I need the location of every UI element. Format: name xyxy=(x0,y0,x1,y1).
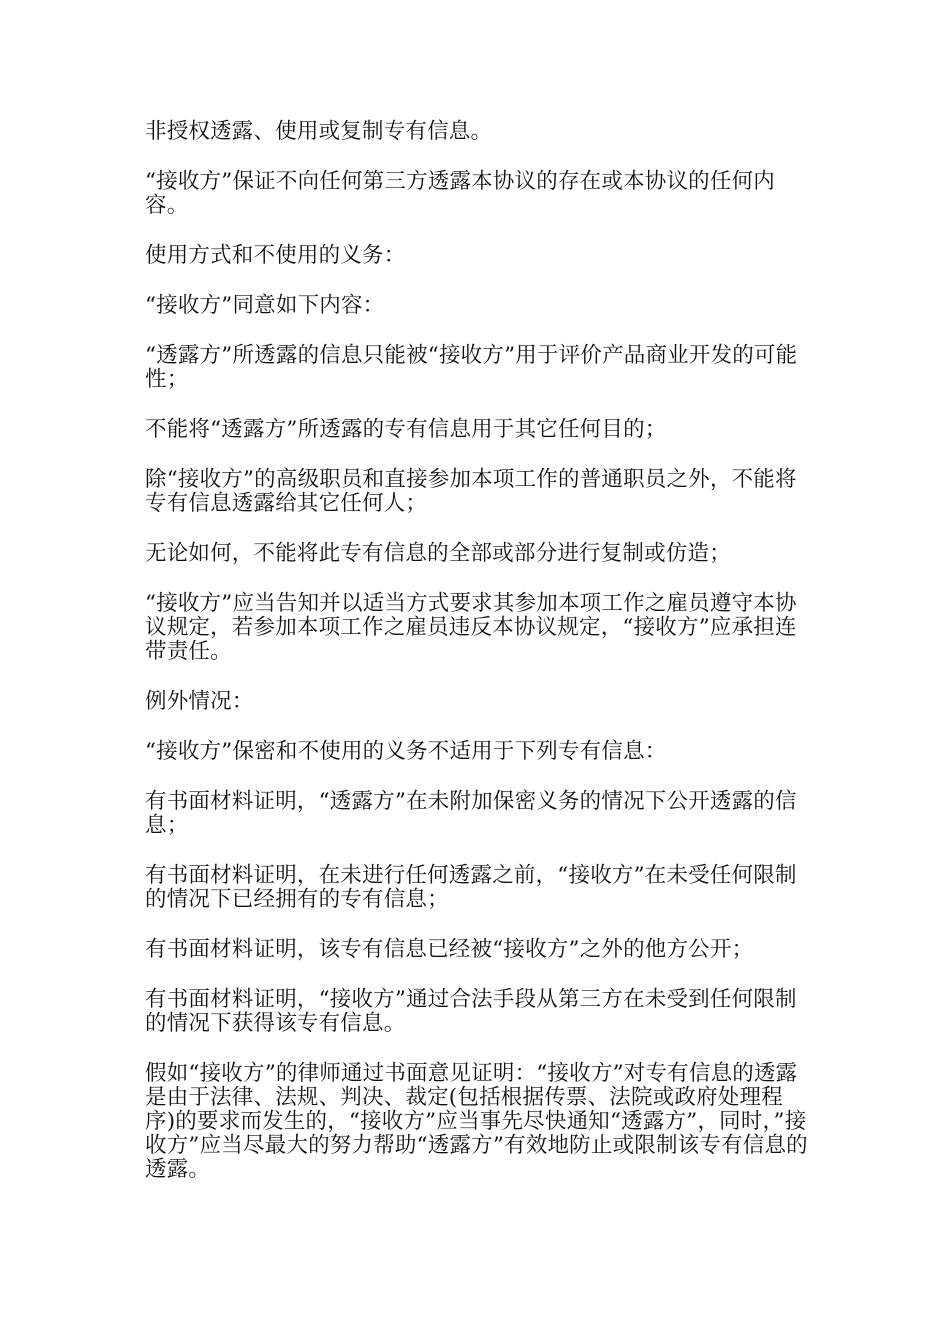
paragraph-6: 不能将“透露方”所透露的专有信息用于其它任何目的； xyxy=(145,417,667,442)
paragraph-4: “接收方”同意如下内容： xyxy=(145,293,385,318)
paragraph-7: 除“接收方”的高级职员和直接参加本项工作的普通职员之外，不能将专有信息透露给其它任何人； xyxy=(145,467,797,516)
paragraph-11: “接收方”保密和不使用的义务不适用于下列专有信息： xyxy=(145,739,667,764)
paragraph-8: 无论如何，不能将此专有信息的全部或部分进行复制或仿造； xyxy=(145,541,731,566)
paragraph-16: 假如“接收方”的律师通过书面意见证明：“接收方”对专有信息的透露是由于法律、法规、判决、裁定(包括根据传票、法院或政府处理程序)的要求而发生的，“接收方”应当事先尽快通知“透露方”，同时，”接收方”应当尽最大的努力帮助“透露方”有效地防止或限制该专有信息的透露。 xyxy=(145,1061,808,1182)
paragraph-13: 有书面材料证明，在未进行任何透露之前，“接收方”在未受任何限制的情况下已经拥有的专有信息； xyxy=(145,863,797,912)
paragraph-9: “接收方”应当告知并以适当方式要求其参加本项工作之雇员遵守本协议规定，若参加本项工作之雇员违反本协议规定，“接收方”应承担连带责任。 xyxy=(145,591,797,664)
paragraph-15: 有书面材料证明，“接收方”通过合法手段从第三方在未受到任何限制的情况下获得该专有信息。 xyxy=(145,987,797,1036)
paragraph-5: “透露方”所透露的信息只能被“接收方”用于评价产品商业开发的可能性； xyxy=(145,343,798,392)
document-page xyxy=(145,120,810,1208)
paragraph-10: 例外情况： xyxy=(145,689,254,714)
paragraph-2: “接收方”保证不向任何第三方透露本协议的存在或本协议的任何内容。 xyxy=(145,169,775,218)
paragraph-1: 非授权透露、使用或复制专有信息。 xyxy=(145,119,493,144)
paragraph-14: 有书面材料证明，该专有信息已经被“接收方”之外的他方公开； xyxy=(145,937,754,962)
paragraph-3: 使用方式和不使用的义务： xyxy=(145,243,406,268)
paragraph-12: 有书面材料证明，“透露方”在未附加保密义务的情况下公开透露的信息； xyxy=(145,789,797,838)
